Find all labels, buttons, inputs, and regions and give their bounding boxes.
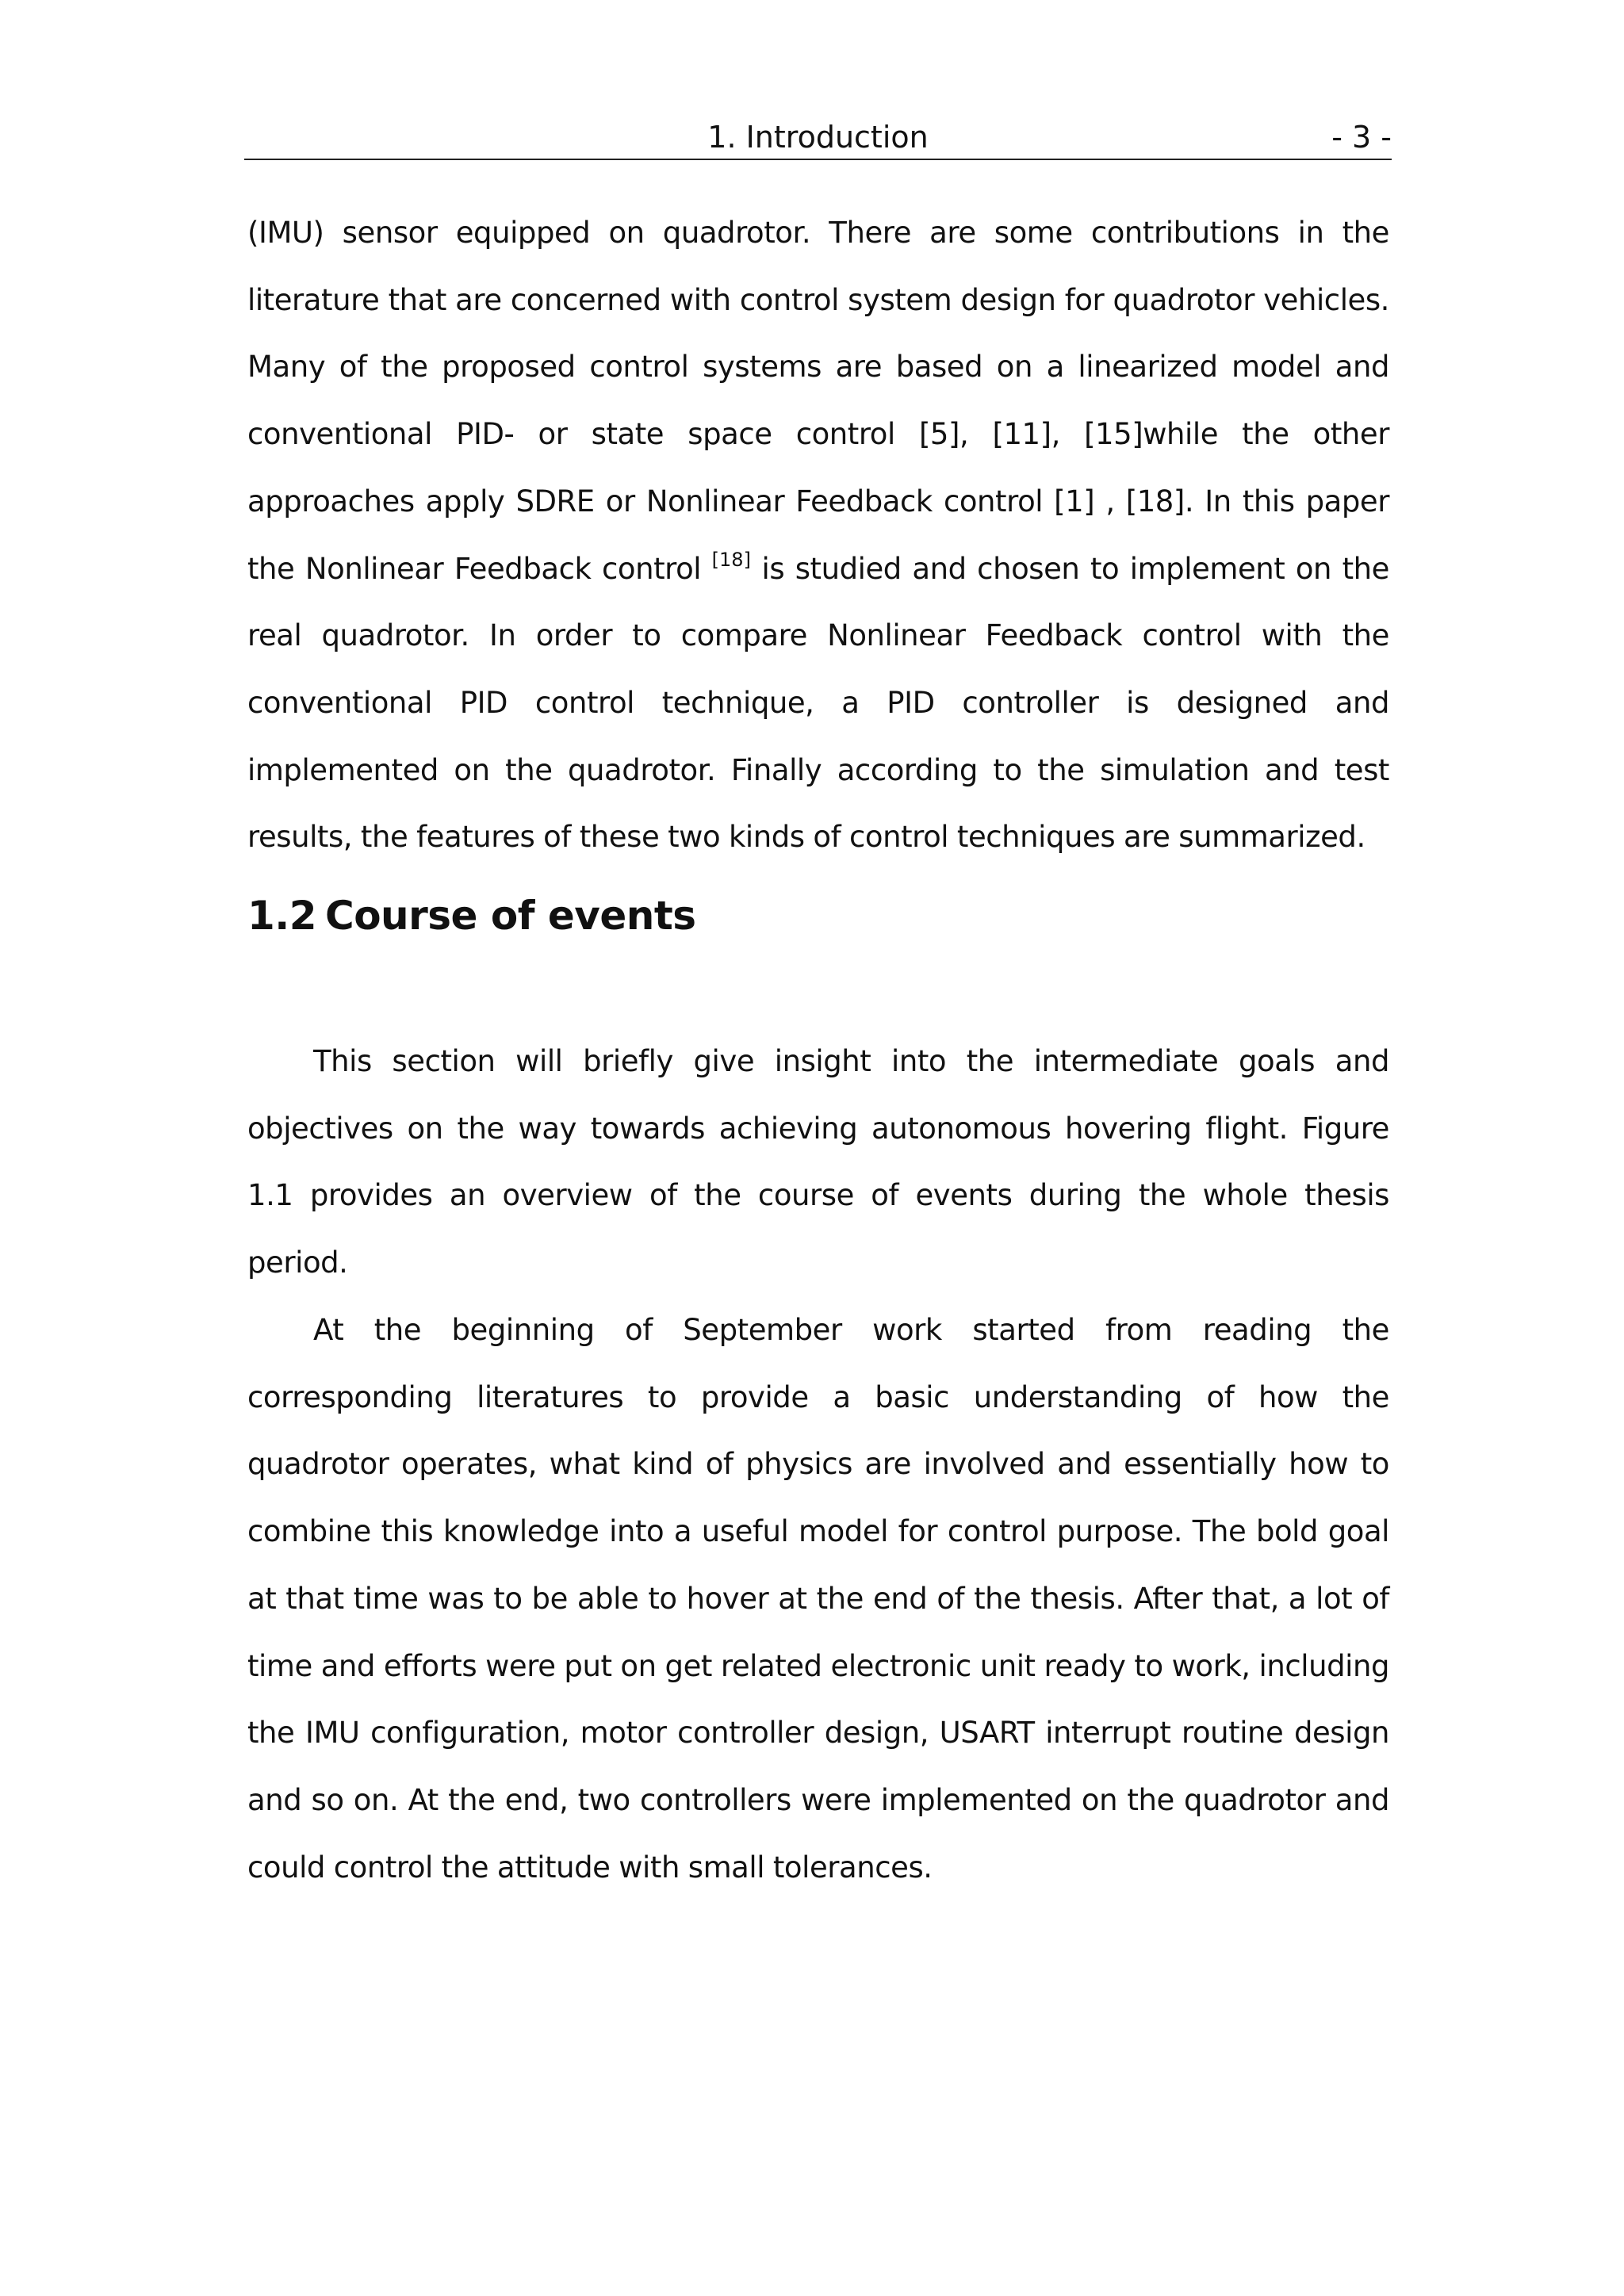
citation-superscript: [18] [711, 548, 751, 571]
body-paragraph-1 [247, 200, 1389, 871]
body-paragraph-2: This section will briefly give insight into the intermediate goals and objectives on the way towards achieving autonomous hovering flight. Figure 1.1 provides an overview of the course of events during the whole thesis period. [247, 1044, 1389, 1280]
paragraph-text: (IMU) sensor equipped on quadrotor. There are some contributions in the literature that are concerned with control system design for quadrotor vehicles. Many of the proposed control systems are based on a linearized model and conventional PID- or state space control [5], [11], [15]while the other approaches apply SDRE or Nonlinear Feedback control [1] , [18]. In this paper the Nonlinear Feedback control [247, 216, 1389, 586]
section-number: 1.2 [247, 893, 317, 939]
body-paragraph-3: At the beginning of September work started from reading the corresponding literatures to provide a basic understanding of how the quadrotor operates, what kind of physics are involved and essentially how to combine this knowledge into a useful model for control purpose. The bold goal at that time was to be able to hover at the end of the thesis. After that, a lot of time and efforts were put on get related electronic unit ready to work, including the IMU configuration, motor controller design, USART interrupt routine design and so on. At the end, two controllers were implemented on the quadrotor and could control the attitude with small tolerances. [247, 1313, 1389, 1885]
section-title: Course of events [325, 893, 696, 939]
paragraph-text: is studied and chosen to implement on the real quadrotor. In order to compare Nonlinear Feedback control with the conventional PID control technique, a PID controller is designed and implemented on the quadrotor. Finally according to the simulation and test results, the features of these two kinds of control techniques are summarized. [247, 551, 1389, 855]
chapter-title: 1. Introduction [707, 120, 929, 155]
section-heading [247, 888, 696, 943]
running-header [244, 117, 1392, 160]
page-number: - 3 - [1331, 120, 1392, 155]
